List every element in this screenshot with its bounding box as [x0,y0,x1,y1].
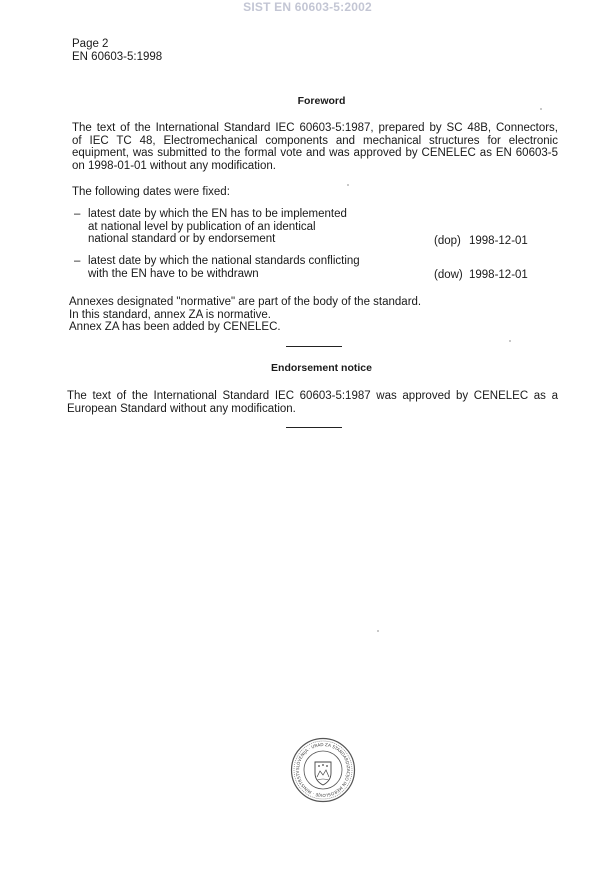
endorsement-line: European Standard without any modification. [67,402,296,415]
scan-speck [377,630,379,632]
foreword-intro-line: equipment, was submitted to the formal vote and was approved by CENELEC as EN 60603-5 [72,147,558,160]
annex-line: Annexes designated "normative" are part of the body of the standard. [69,296,422,308]
document-watermark: SIST EN 60603-5:2002 [243,0,372,14]
foreword-intro-line: of IEC TC 48, Electromechanical components and mechanical structures for electronic [72,134,558,147]
date-item-line: latest date by which the EN has to be implemented [88,208,347,220]
date-code-dop: (dop) [434,235,461,247]
scan-speck [347,184,349,186]
dates-intro: The following dates were fixed: [72,186,230,198]
end-divider [286,427,342,428]
page-number: Page 2 [72,38,109,50]
date-item-line: latest date by which the national standards conflicting [88,255,360,267]
date-item-dop [74,208,544,248]
foreword-intro-line: on 1998-01-01 without any modification. [72,159,276,172]
scan-speck [540,108,542,110]
annex-line: In this standard, annex ZA is normative. [69,308,271,321]
date-item-line: national standard or by endorsement [88,233,276,246]
date-value-dow: 1998-12-01 [469,269,528,281]
seal-text: SLOVENIJA · URAD ZA STANDARDIZACIJO IN MEROSLOVJE · MINISTRSTV [294,741,352,799]
date-item-dow [74,255,544,283]
list-dash: – [74,208,81,220]
scan-speck [509,340,511,342]
annex-line: Annex ZA has been added by CENELEC. [69,321,281,334]
official-seal-stamp [290,737,356,803]
endorsement-paragraph [67,390,558,415]
date-value-dop: 1998-12-01 [469,235,528,247]
foreword-intro-line: The text of the International Standard IEC 60603-5:1987, prepared by SC 48B, Connectors, [72,122,558,134]
list-dash: – [74,255,81,267]
annex-paragraph [69,296,421,334]
document-id: EN 60603-5:1998 [72,51,163,63]
endorsement-line: The text of the International Standard IEC 60603-5:1987 was approved by CENELEC as a [67,390,558,402]
section-divider [286,346,342,347]
date-code-dow: (dow) [434,269,463,281]
date-item-line: at national level by publication of an identical [88,220,316,233]
endorsement-heading: Endorsement notice [271,362,372,374]
page-header [72,38,162,64]
foreword-heading: Foreword [297,95,346,107]
foreword-intro-paragraph [72,122,558,172]
date-item-line: with the EN have to be withdrawn [88,267,259,280]
